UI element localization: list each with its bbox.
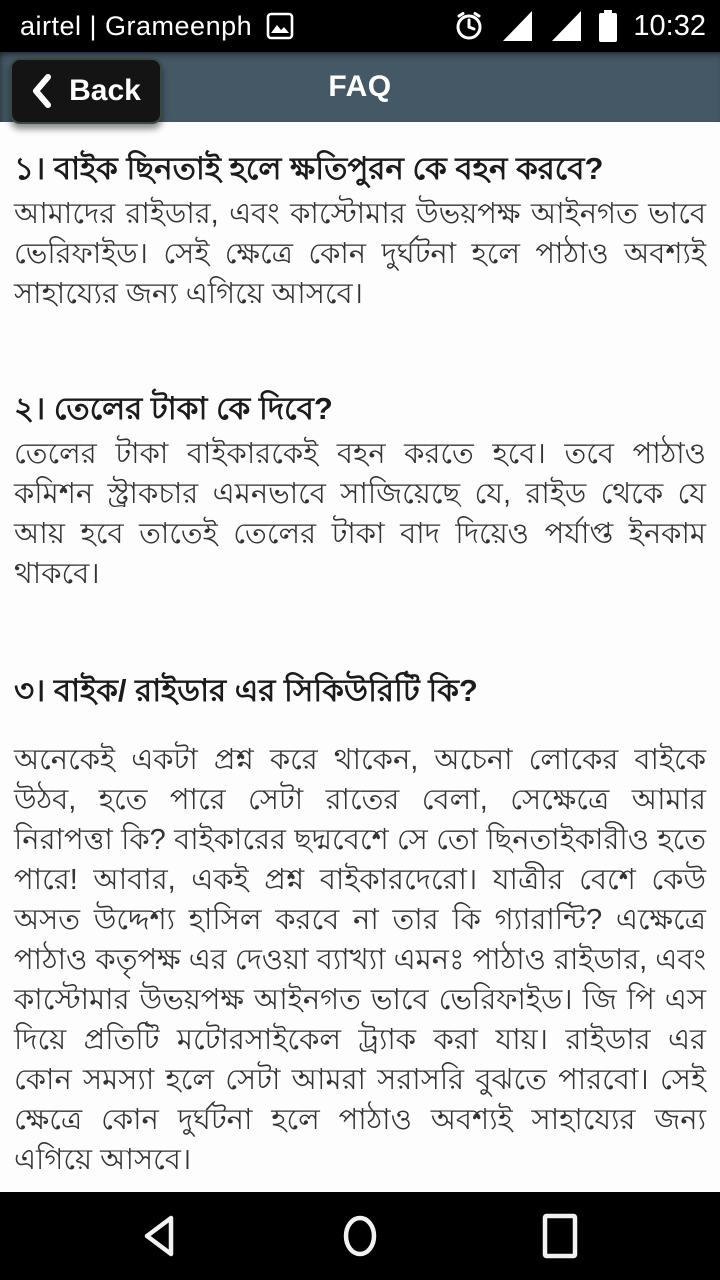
battery-icon [598, 9, 618, 43]
image-notification-icon [266, 12, 294, 40]
faq-answer: আমাদের রাইডার, এবং কাস্টোমার উভয়পক্ষ আইনগত ভাবে ভেরিফাইড। সেই ক্ষেত্রে কোন দুর্ঘটনা হলে পাঠাও অবশ্যই সাহায্যের জন্য এগিয়ে আসবে। [14, 198, 706, 310]
carrier-label: airtel | Grameenph [20, 10, 253, 41]
clock-label: 10:32 [633, 9, 706, 42]
faq-item [14, 148, 706, 314]
chevron-left-icon [31, 73, 53, 109]
nav-home-icon [340, 1212, 380, 1260]
nav-recents-icon [540, 1212, 580, 1260]
faq-question: ২। তেলের টাকা কে দিবে? [14, 391, 333, 426]
signal-icon [500, 10, 534, 42]
alarm-icon [453, 10, 485, 42]
app-bar [0, 52, 720, 122]
back-button[interactable] [10, 58, 162, 124]
faq-item [14, 670, 706, 1180]
faq-question: ৩। বাইক/ রাইডার এর সিকিউরিটি কি? [14, 673, 478, 708]
status-bar-right [453, 9, 706, 43]
faq-content [0, 122, 720, 1180]
navigation-bar [0, 1192, 720, 1280]
status-bar-left [20, 11, 294, 42]
nav-recents-button[interactable] [540, 1212, 580, 1260]
nav-back-button[interactable] [140, 1212, 180, 1260]
faq-item [14, 388, 706, 594]
back-button-label: Back [69, 74, 141, 107]
signal-icon [549, 10, 583, 42]
page-title: FAQ [328, 70, 392, 103]
faq-answer: অনেকেই একটা প্রশ্ন করে থাকেন, অচেনা লোকের বাইকে উঠব, হতে পারে সেটা রাতের বেলা, সেক্ষেত্রে আমার নিরাপত্তা কি? বাইকারের ছদ্মবেশে সে তো ছিনতাইকারীও হতে পারে! আবার, একই প্রশ্ন বাইকারদেরো। যাত্রীর বেশে কেউ অসত উদ্দেশ্য হাসিল করবে না তার কি গ্যারান্টি? এক্ষেত্রে পাঠাও কতৃপক্ষ এর দেওয়া ব্যাখ্যা এমনঃ পাঠাও রাইডার, এবং কাস্টোমার উভয়পক্ষ আইনগত ভাবে ভেরিফাইড। জি পি এস দিয়ে প্রতিটি মটোরসাইকেল ট্র্যাক করা যায়। রাইডার এর কোন সমস্যা হলে সেটা আমরা সরাসরি বুঝতে পারবো। সেই ক্ষেত্রে কোন দুর্ঘটনা হলে পাঠাও অবশ্যই সাহায্যের জন্য এগিয়ে আসবে। [14, 744, 706, 1176]
nav-home-button[interactable] [340, 1212, 380, 1260]
faq-question: ১। বাইক ছিনতাই হলে ক্ষতিপুরন কে বহন করবে? [14, 151, 604, 186]
status-bar [0, 0, 720, 52]
nav-back-icon [140, 1212, 180, 1260]
faq-answer: তেলের টাকা বাইকারকেই বহন করতে হবে। তবে পাঠাও কমিশন স্ট্রাকচার এমনভাবে সাজিয়েছে যে, রাইড থেকে যে আয় হবে তাতেই তেলের টাকা বাদ দিয়েও পর্যাপ্ত ইনকাম থাকবে। [14, 438, 706, 590]
